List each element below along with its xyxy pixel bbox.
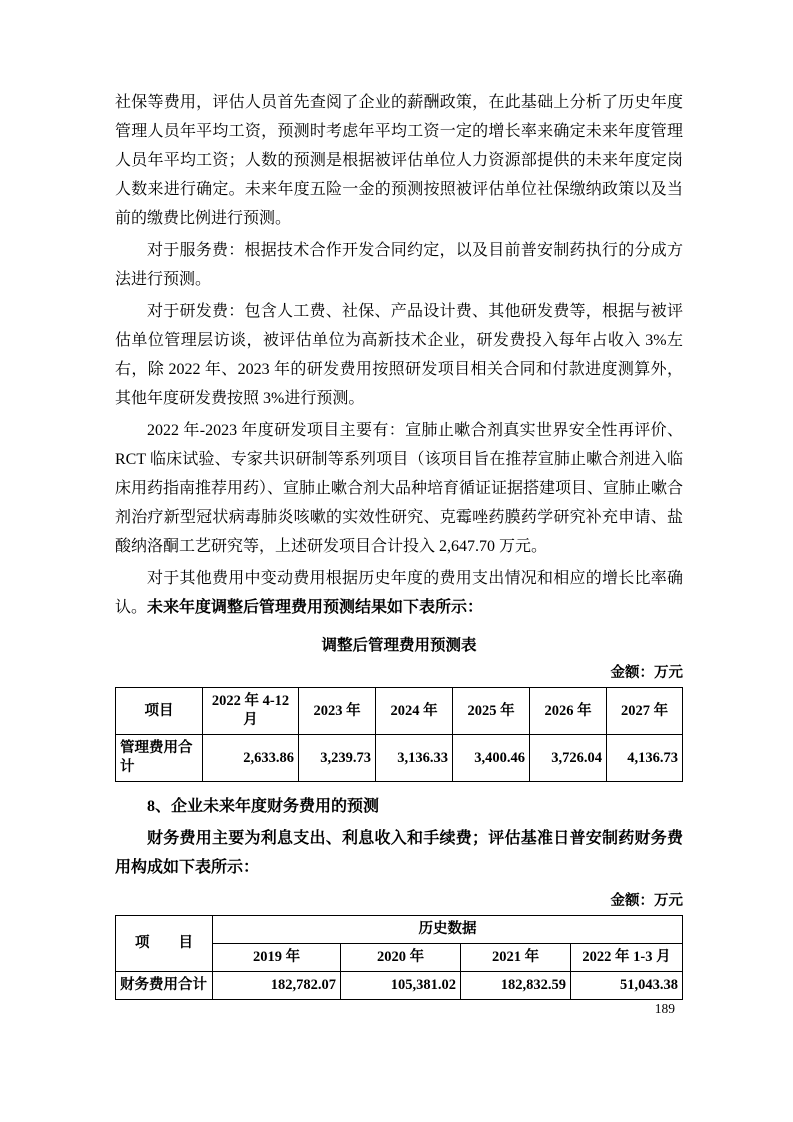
table2-item-header: 项 目: [116, 916, 213, 972]
table2-value-cell: 182,832.59: [461, 972, 571, 1000]
table2-header-2019: 2019 年: [213, 944, 341, 972]
table1-value-cell: 2,633.86: [203, 735, 299, 782]
paragraph-rd-projects: 2022 年-2023 年度研发项目主要有：宣肺止嗽合剂真实世界安全性再评价、RCT 临床试验、专家共识研制等系列项目（该项目旨在推荐宣肺止嗽合剂进入临床用药指南推荐用药）、宣肺止嗽合剂大品种培育循证证据搭建项目、宣肺止嗽合剂治疗新型冠状病毒肺炎咳嗽的实效性研究、克霉唑药膜药学研究补充申请、盐酸纳洛酮工艺研究等，上述研发项目合计投入 2,647.70 万元。: [115, 422, 684, 555]
table1-row-label: 管理费用合计: [116, 735, 203, 782]
table1-value-cell: 3,400.46: [453, 735, 530, 782]
table2-history-group-header: 历史数据: [213, 916, 683, 944]
table1-unit-label: 金额：万元: [610, 665, 683, 681]
table1-value-cell: 3,136.33: [376, 735, 453, 782]
table1-header-2022: 2022 年 4-12 月: [203, 688, 299, 735]
table2-data-row: [116, 972, 683, 1000]
table2-value-cell: 182,782.07: [213, 972, 341, 1000]
table2-header-2021: 2021 年: [461, 944, 571, 972]
table1-data-row: [116, 735, 683, 782]
table1-header-2026: 2026 年: [530, 688, 607, 735]
table2-group-header-row: [116, 916, 683, 944]
paragraph-rd-fee: 对于研发费：包含人工费、社保、产品设计费、其他研发费等，根据与被评估单位管理层访谈，被评估单位为高新技术企业，研发费投入每年占收入 3%左右，除 2022 年、2023 年的研发费用按照研发项目相关合同和付款进度测算外，其他年度研发费按照 3%进行预测。: [115, 303, 683, 407]
table2-value-cell: 51,043.38: [571, 972, 683, 1000]
paragraph-other-fee-bold-lead: 未来年度调整后管理费用预测结果如下表所示：: [147, 599, 484, 616]
table1-header-2024: 2024 年: [376, 688, 453, 735]
table1-value-cell: 3,726.04: [530, 735, 607, 782]
table1-header-item: 项目: [116, 688, 203, 735]
paragraph-service-fee: 对于服务费：根据技术合作开发合同约定，以及目前普安制药执行的分成方法进行预测。: [115, 242, 683, 288]
table2-unit-label: 金额：万元: [610, 893, 683, 909]
section8-heading: 8、企业未来年度财务费用的预测: [147, 798, 380, 815]
table1-header-2025: 2025 年: [453, 688, 530, 735]
page-number: 189: [654, 1001, 675, 1016]
paragraph-other-fee-normal: 对于其他费用中变动费用根据历史年度的费用支出情况和相应的增长比率确认。: [115, 570, 683, 616]
table1-value-cell: 4,136.73: [607, 735, 683, 782]
table2-value-cell: 105,381.02: [341, 972, 461, 1000]
table1-header-row: [116, 688, 683, 735]
table1-title: 调整后管理费用预测表: [321, 637, 477, 654]
table1-header-2023: 2023 年: [299, 688, 376, 735]
management-expense-forecast-table: [115, 687, 683, 782]
financial-expense-table: [115, 915, 683, 1000]
table1-value-cell: 3,239.73: [299, 735, 376, 782]
section8-body: 财务费用主要为利息支出、利息收入和手续费；评估基准日普安制药财务费用构成如下表所示：: [115, 830, 683, 876]
table2-header-2022: 2022 年 1-3 月: [571, 944, 683, 972]
paragraph-other-fee: [115, 564, 683, 622]
table2-header-2020: 2020 年: [341, 944, 461, 972]
paragraph-social-insurance: 社保等费用，评估人员首先查阅了企业的薪酬政策，在此基础上分析了历史年度管理人员年平均工资，预测时考虑年平均工资一定的增长率来确定未来年度管理人员年平均工资；人数的预测是根据被评估单位人力资源部提供的未来年度定岗人数来进行确定。未来年度五险一金的预测按照被评估单位社保缴纳政策以及当前的缴费比例进行预测。: [115, 94, 683, 227]
table1-header-2027: 2027 年: [607, 688, 683, 735]
table2-row-label: 财务费用合计: [116, 972, 213, 1000]
